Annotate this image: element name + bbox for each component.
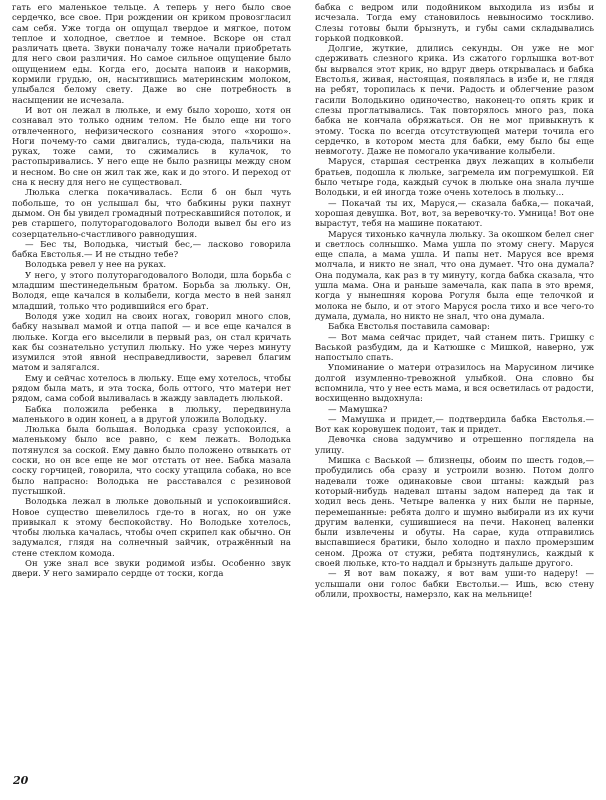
paragraph: Упоминание о матери отразилось на Марусином личике долгой изумленно-тревожной улыбкой. Она словно бы вспомнила, что у нее есть мама, и вся осветилась от радости, восхищенно выдохнула: — [315, 363, 594, 405]
paragraph: — Покачай ты их, Маруся,— сказала бабка,— покачай, хорошая девушка. Вот, вот, за веревочку-то. Умница! Вот оне вырастут, тебя на машине покатают. — [315, 198, 594, 230]
paragraph: Володька лежал в люльке довольный и успокоившийся. Новое существо шевелилось где-то в ногах, но он уже привыкал к этому беспокойству. Но Володьке хотелось, чтобы люлька качалась, чтобы очеп скрипел как обычно. Он задумался, глядя на солнечный зайчик, отражённый на стене стеклом комода. — [12, 497, 291, 559]
right-column — [315, 3, 594, 773]
paragraph: Долгие, жуткие, длились секунды. Он уже не мог сдерживать слезного крика. Из сжатого горлышка вот-вот бы вырвался этот крик, но вдруг дверь открывалась и бабка Евстолья, живая, настоящая, появлялась в избе и, не глядя на ребят, торопилась к печи. Радость и облегчение разом гасили Володькино одиночество, наконец-то опять крик и слезы проглатывались. Так повторялось много раз, пока бабка не кончала обряжаться. Он не мог привыкнуть к этому. Тоска по всегда отсутствующей матери точила его сердечко, в котором места для бабки, ему было бы еще невмоготу. Даже не помогало укачивание колыбели. — [315, 44, 594, 158]
paragraph: Он уже знал все звуки родимой избы. Особенно звук двери. У него замирало сердце от тоски, когда — [12, 559, 291, 580]
paragraph: Люлька слегка покачивалась. Если б он был чуть побольше, то он услышал бы, что бабкины руки пахнут дымом. Он бы увидел громадный потрескавшийся потолок, и рев старшего, полуторагодовалого Володи вывел бы его из созерцательно-счастливого равнодушия. — [12, 188, 291, 240]
paragraph: бабка с ведром или подойником выходила из избы и исчезала. Тогда ему становилось невыносимо тоскливо. Слезы готовы были брызнуть, и губы сами складывались горькой подковкой. — [315, 3, 594, 44]
paragraph: — Вот мама сейчас придет, чай станем пить. Гришку с Васькой разбудим, да и Катюшке с Мишкой, наверно, уж напостыло спать. — [315, 332, 594, 364]
paragraph: Ему и сейчас хотелось в люльку. Еще ему хотелось, чтобы рядом была мать, и эта тоска, боль оттого, что матери нет рядом, сама собой выливалась в жажду завладеть люлькой. — [12, 373, 291, 405]
paragraph: Володька ревел у нее на руках. — [25, 260, 167, 271]
page-number: 20 — [13, 774, 29, 787]
paragraph: — Мамушка? — [328, 404, 388, 415]
paragraph: Маруся, старшая сестренка двух лежащих в колыбели братьев, подошла к люльке, загремела им погремушкой. Ей было четыре года, каждый сучок в люльке она знала лучше Володьки, и ей иногда тоже очень хотелось в люльку... — [315, 157, 594, 199]
paragraph: Бабка положила ребенка в люльку, передвинула маленького в один конец, а в другой уложила Володьку. — [12, 404, 291, 425]
paragraph: — Я вот вам покажу, я вот вам уши-то надеру! — услышали они голос бабки Евстольи.— Ишь, всю стену облили, прохвосты, намерзло, как на мельнице! — [315, 569, 594, 600]
paragraph: Мишка с Васькой — близнецы, обоим по шесть годов,— пробудились оба сразу и устроили возню. Потом долго надевали тоже одинаковые свои штаны: каждый раз который-нибудь надевал штаны задом наперед да так и ходил весь день. Четыре валенка у них были не парные, перемешанные: ребята долго и шумно выбирали из их кучи другим валенки, сушившиеся на печи. Наконец валенки были извлечены и обуты. На сарае, куда отправились выспавшиеся братики, было холодно и пахло промерзшим сеном. Дрожа от стужи, ребята подтянулись, каждый к своей люльке, кто-то наддал и брызнуть дальше другого. — [315, 456, 594, 570]
paragraph: И вот он лежал в люльке, и ему было хорошо, хотя он сознавал это только одним телом. Не было еще ни того отвлеченного, нефизического сознания этого «хорошо». Ноги почему-то сами двигались, туда-сюда, пальчики на руках, тоже сами, то сжимались в кулачок, то растопыривались. У него еще не было разницы между сном и несном. Во сне он жил так же, как и до этого. И переход от сна к несну для него не существовал. — [12, 105, 291, 189]
paragraph: У него, у этого полуторагодовалого Володи, шла борьба с младшим шестинедельным братом. Борьба за люльку. Он, Володя, еще качался в колыбели, когда место в ней занял младший, только что родившийся его брат. — [12, 270, 291, 312]
paragraph: Люлька была большая. Володька сразу успокоился, а маленькому было все равно, с кем лежать. Володька потянулся за соской. Ему давно было положено отвыкать от соски, но он все еще не мог отстать от нее. Бабка мазала соску горчицей, говорила, что соску утащила собака, но все было напрасно: Володька не расставался с резиновой пустышкой. — [12, 425, 291, 497]
left-column — [12, 3, 291, 773]
paragraph: Бабка Евстолья поставила самовар: — [328, 322, 490, 333]
paragraph: — Мамушка и придет,— подтвердила бабка Евстолья.— Вот как коровушек подоит, так и придет. — [315, 414, 594, 436]
paragraph: Володя уже ходил на своих ногах, говорил много слов, бабку называл мамой и отца папой — и все еще качался в люльке. Когда его выселили в первый раз, он стал кричать как бы сознательно уступил люльку. Но уже через минуту изумился этой явной несправедливости, заревел благим матом и залягался. — [12, 311, 291, 374]
paragraph: гать его маленькое тельце. А теперь у него было свое сердечко, все свое. При рождении он криком провозгласил сам себя. Уже тогда он ощущал твердое и мягкое, потом теплое и холодное, светлое и темное. Вскоре он стал различать цвета. Звуки поначалу тоже начали приобретать для него свои различия. Но самое сильное ощущение было ощущением еды. Когда его, досыта напоив и накормив, кормили грудью, он, насытившись материнским молоком, улыбался белому свету. Даже во сне потребность в насыщении не исчезала. — [12, 3, 291, 106]
paragraph: Маруся тихонько качнула люльку. За окошком белел снег и светлось солнышко. Мама ушла по этому снегу. Маруся еще спала, а мама ушла. И папы нет. Маруся все время молчала, и никто не знал, что она думает. Что она думала? Она подумала, как раз в ту минуту, когда бабка сказала, что ушла мама. Она и раньше замечала, как папа в это время, когда у нынешняя корова Рогуля была еще телочкой и молока не было, и от этого Маруся росла тихо и все чего-то думала, думала, но никто не знал, что она думала. — [315, 229, 594, 322]
paragraph: Девочка снова задумчиво и отрешенно поглядела на улицу. — [315, 435, 594, 456]
paragraph: — Бес ты, Володька, чистый бес,— ласково говорила бабка Евстолья.— И не стыдно тебе? — [12, 239, 291, 261]
